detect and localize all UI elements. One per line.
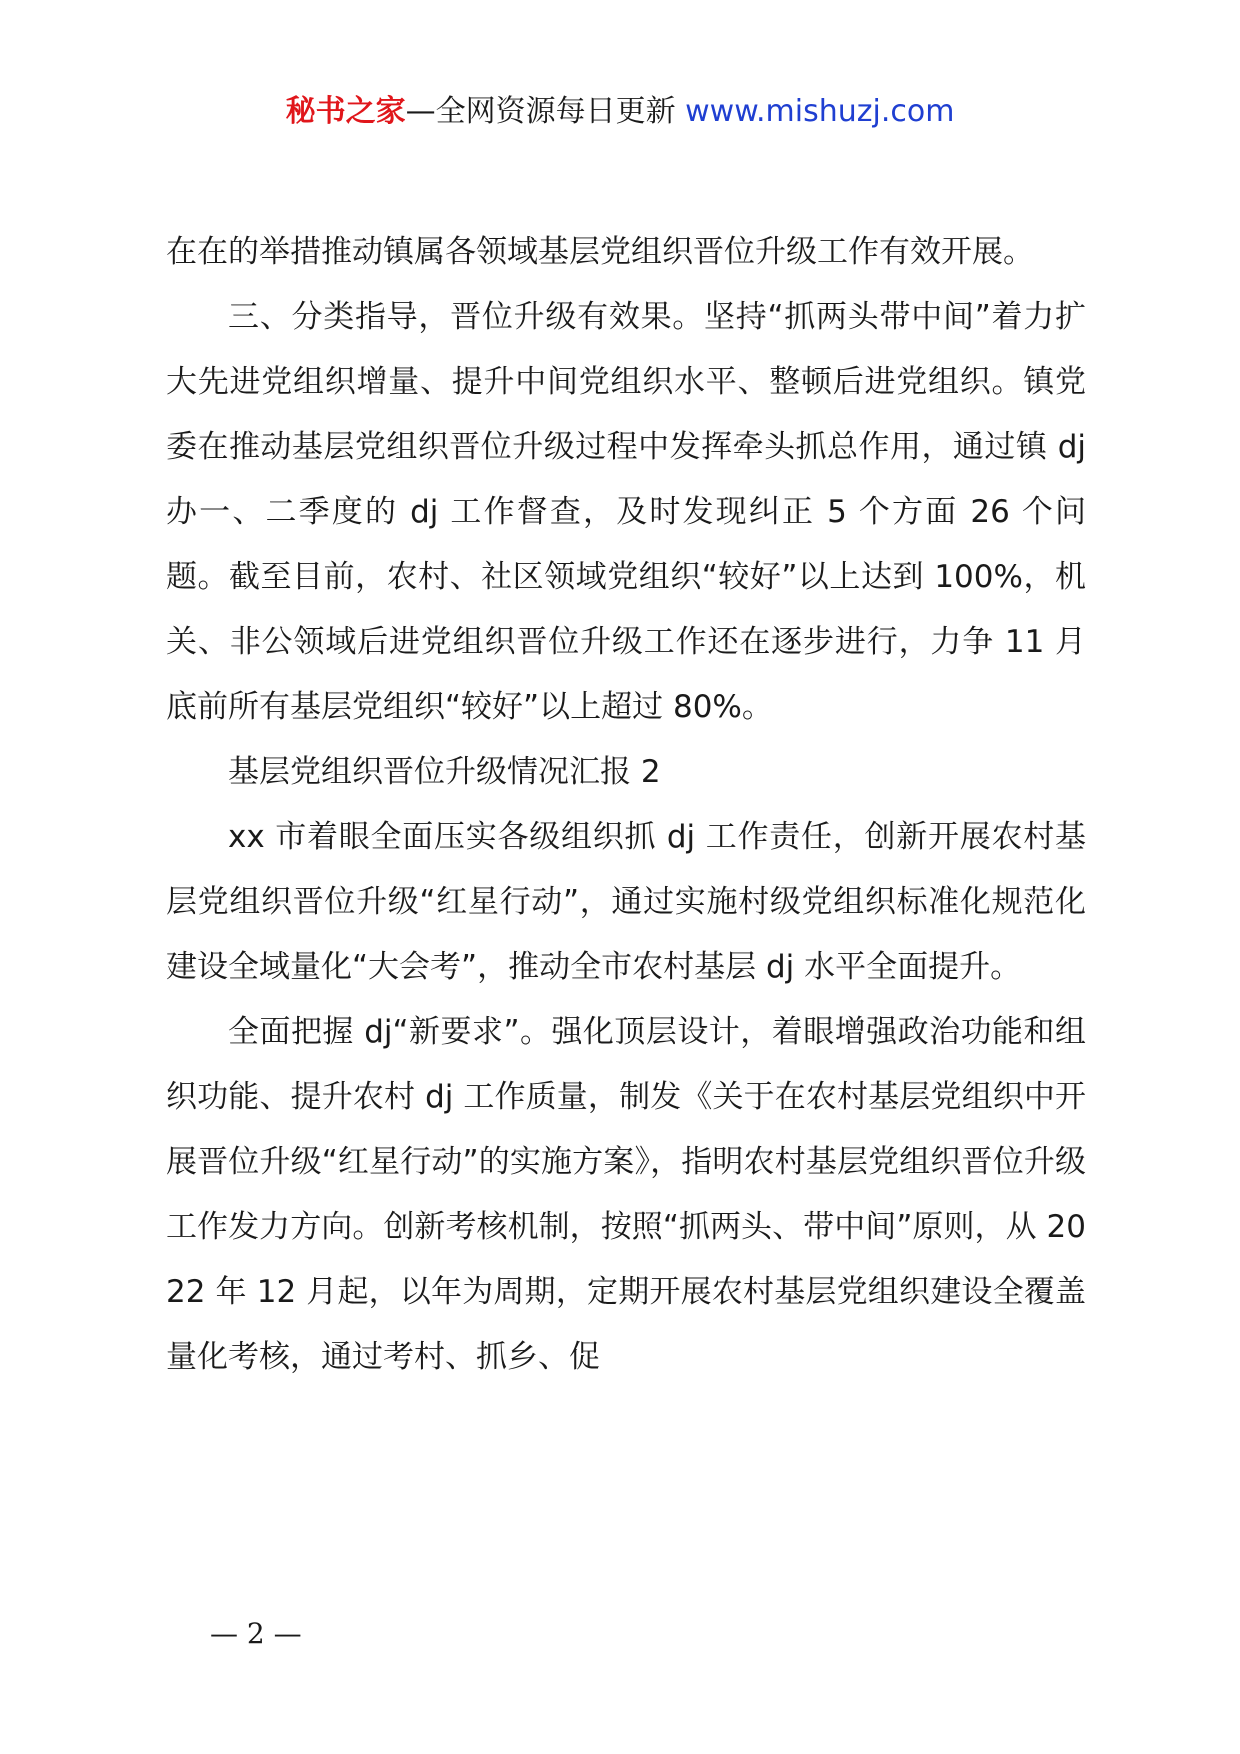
document-body <box>166 220 1086 1390</box>
site-tagline: —全网资源每日更新 <box>405 94 686 129</box>
paragraph-section-three: 三、分类指导，晋位升级有效果。坚持“抓两头带中间”着力扩大先进党组织增量、提升中间党组织水平、整顿后进党组织。镇党委在推动基层党组织晋位升级过程中发挥牵头抓总作用，通过镇 dj 办一、二季度的 dj 工作督查，及时发现纠正 5 个方面 26 个问题。截至目前，农村、社区领域党组织“较好”以上达到 100%，机关、非公领域后进党组织晋位升级工作还在逐步进行，力争 11 月底前所有基层党组织“较好”以上超过 80%。 <box>166 299 1086 725</box>
paragraph-intro: xx 市着眼全面压实各级组织抓 dj 工作责任，创新开展农村基层党组织晋位升级“红星行动”，通过实施村级党组织标准化规范化建设全域量化“大会考”，推动全市农村基层 dj 水平全面提升。 <box>166 819 1086 985</box>
site-brand: 秘书之家 <box>285 94 406 129</box>
site-header <box>0 92 1240 132</box>
document-subtitle: 基层党组织晋位升级情况汇报 2 <box>228 754 661 790</box>
site-url-link[interactable]: www.mishuzj.com <box>685 94 955 129</box>
paragraph-new-requirements: 全面把握 dj“新要求”。强化顶层设计，着眼增强政治功能和组织功能、提升农村 dj 工作质量，制发《关于在农村基层党组织中开展晋位升级“红星行动”的实施方案》，指明农村基层党组织晋位升级工作发力方向。创新考核机制，按照“抓两头、带中间”原则，从 2022 年 12 月起，以年为周期，定期开展农村基层党组织建设全覆盖量化考核，通过考村、抓乡、促 <box>166 1014 1086 1375</box>
page-number: — 2 — <box>210 1617 302 1650</box>
paragraph-continuation: 在在的举措推动镇属各领域基层党组织晋位升级工作有效开展。 <box>166 234 1034 270</box>
